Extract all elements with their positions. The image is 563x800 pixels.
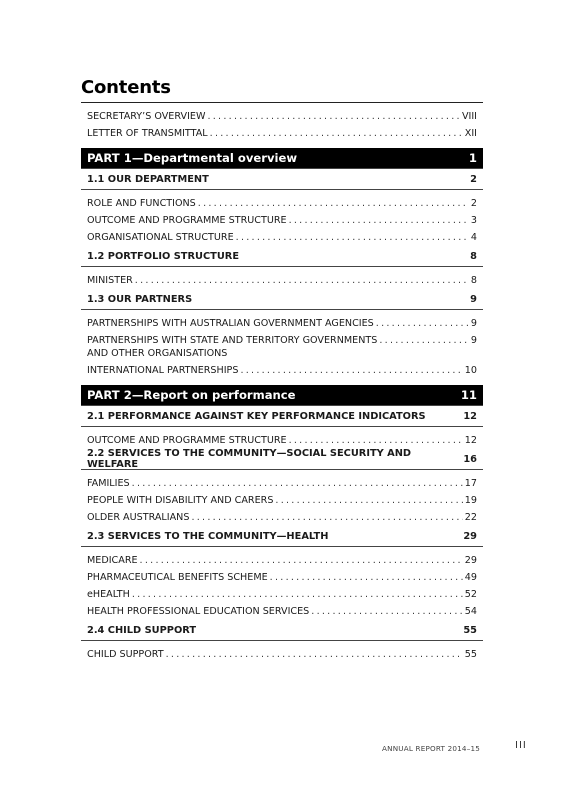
toc-entry-label: MINISTER — [87, 275, 133, 286]
toc-entry[interactable] — [81, 272, 483, 289]
toc-entry-page: 2 — [470, 198, 477, 209]
toc-entry-label: PARTNERSHIPS WITH AUSTRALIAN GOVERNMENT AGENCIES — [87, 318, 374, 329]
toc-entry[interactable] — [81, 475, 483, 492]
leader-dots — [379, 334, 469, 347]
toc-entry-label: SECRETARY’S OVERVIEW — [87, 111, 206, 122]
table-of-contents — [81, 108, 483, 663]
toc-entry-label: eHEALTH — [87, 589, 130, 600]
section-heading-1-3[interactable] — [81, 289, 483, 310]
toc-entry-page: 22 — [464, 512, 477, 523]
toc-entry[interactable] — [81, 646, 483, 663]
toc-entry-page: 9 — [470, 318, 477, 329]
toc-entry-page: 4 — [470, 232, 477, 243]
section-page: 9 — [470, 293, 477, 305]
toc-entry[interactable] — [81, 332, 483, 362]
leader-dots — [132, 586, 463, 603]
toc-entry-page: 9 — [470, 335, 477, 346]
leader-dots — [207, 108, 459, 125]
toc-entry-page: 17 — [464, 478, 477, 489]
toc-entry-label: FAMILIES — [87, 478, 130, 489]
section-page: 16 — [463, 453, 477, 465]
toc-entry-label: OUTCOME AND PROGRAMME STRUCTURE — [87, 435, 287, 446]
toc-entry-label — [87, 334, 377, 360]
leader-dots — [210, 125, 463, 142]
leader-dots — [236, 229, 469, 246]
toc-entry-label: ROLE AND FUNCTIONS — [87, 198, 196, 209]
section-heading-2-1[interactable] — [81, 405, 483, 427]
section-label: 2.4 CHILD SUPPORT — [87, 624, 197, 636]
leader-dots — [135, 272, 469, 289]
toc-entry-page: 12 — [464, 435, 477, 446]
toc-entry-page: 49 — [464, 572, 477, 583]
toc-entry-label: PHARMACEUTICAL BENEFITS SCHEME — [87, 572, 268, 583]
section-label: 2.1 PERFORMANCE AGAINST KEY PERFORMANCE INDICATORS — [87, 410, 426, 422]
part-label: PART 2—Report on performance — [87, 388, 296, 402]
section-label: 2.2 SERVICES TO THE COMMUNITY—SOCIAL SECURITY AND WELFARE — [87, 448, 412, 470]
part-heading-2[interactable] — [81, 385, 483, 405]
toc-entry-label: CHILD SUPPORT — [87, 649, 164, 660]
section-heading-1-1[interactable] — [81, 168, 483, 190]
toc-entry-label-line2: AND OTHER ORGANISATIONS — [87, 348, 228, 359]
section-heading-2-4[interactable] — [81, 620, 483, 641]
toc-entry[interactable] — [81, 569, 483, 586]
toc-entry-label: ORGANISATIONAL STRUCTURE — [87, 232, 234, 243]
page-title: Contents — [81, 77, 171, 98]
part-page: 1 — [468, 151, 477, 165]
leader-dots — [191, 509, 462, 526]
part-label: PART 1—Departmental overview — [87, 151, 298, 165]
toc-entry-page: 8 — [470, 275, 477, 286]
leader-dots — [289, 212, 469, 229]
toc-entry[interactable] — [81, 229, 483, 246]
toc-entry-page: 54 — [464, 606, 477, 617]
footer-report-title: ANNUAL REPORT 2014–15 — [382, 744, 481, 753]
toc-entry-page: 52 — [464, 589, 477, 600]
part-page: 11 — [460, 388, 477, 402]
section-page: 2 — [470, 173, 477, 185]
toc-entry-page: 19 — [464, 495, 477, 506]
toc-entry-page: 10 — [464, 365, 477, 376]
toc-entry[interactable] — [81, 362, 483, 379]
leader-dots — [275, 492, 462, 509]
section-label: 2.3 SERVICES TO THE COMMUNITY—HEALTH — [87, 530, 329, 542]
toc-entry[interactable] — [81, 492, 483, 509]
toc-entry-label: OLDER AUSTRALIANS — [87, 512, 190, 523]
leader-dots — [270, 569, 463, 586]
section-page: 55 — [463, 624, 477, 636]
toc-entry[interactable] — [81, 552, 483, 569]
toc-entry[interactable] — [81, 603, 483, 620]
toc-entry-letter-of-transmittal[interactable] — [81, 125, 483, 142]
toc-entry-page: 3 — [470, 215, 477, 226]
toc-entry-page: VIII — [461, 111, 477, 122]
section-page: 12 — [463, 410, 477, 422]
leader-dots — [140, 552, 463, 569]
part-heading-1[interactable] — [81, 148, 483, 168]
section-heading-2-2[interactable] — [81, 449, 483, 470]
toc-entry-label: INTERNATIONAL PARTNERSHIPS — [87, 365, 239, 376]
toc-entry-label: LETTER OF TRANSMITTAL — [87, 128, 208, 139]
toc-entry[interactable] — [81, 315, 483, 332]
section-label: 1.3 OUR PARTNERS — [87, 293, 193, 305]
leader-dots — [132, 475, 463, 492]
section-page: 8 — [470, 250, 477, 262]
toc-entry-label: MEDICARE — [87, 555, 138, 566]
toc-entry-label: HEALTH PROFESSIONAL EDUCATION SERVICES — [87, 606, 310, 617]
toc-entry[interactable] — [81, 509, 483, 526]
section-page: 29 — [463, 530, 477, 542]
section-heading-1-2[interactable] — [81, 246, 483, 267]
toc-entry-label: PEOPLE WITH DISABILITY AND CARERS — [87, 495, 274, 506]
leader-dots — [166, 646, 463, 663]
toc-entry[interactable] — [81, 586, 483, 603]
leader-dots — [289, 432, 463, 449]
leader-dots — [311, 603, 463, 620]
toc-entry[interactable] — [81, 212, 483, 229]
title-rule — [81, 102, 483, 103]
toc-entry-label-line1: PARTNERSHIPS WITH STATE AND TERRITORY GOVERNMENTS — [87, 335, 378, 346]
footer-page-number: III — [515, 740, 527, 751]
section-heading-2-3[interactable] — [81, 526, 483, 547]
section-label: 1.1 OUR DEPARTMENT — [87, 173, 209, 185]
toc-entry-label: OUTCOME AND PROGRAMME STRUCTURE — [87, 215, 287, 226]
toc-entry[interactable] — [81, 195, 483, 212]
leader-dots — [198, 195, 469, 212]
section-label: 1.2 PORTFOLIO STRUCTURE — [87, 250, 240, 262]
toc-entry[interactable] — [81, 432, 483, 449]
toc-entry-page: XII — [464, 128, 477, 139]
leader-dots — [376, 315, 469, 332]
toc-entry-secretarys-overview[interactable] — [81, 108, 483, 125]
leader-dots — [240, 362, 462, 379]
toc-entry-page: 55 — [464, 649, 477, 660]
toc-entry-page: 29 — [464, 555, 477, 566]
